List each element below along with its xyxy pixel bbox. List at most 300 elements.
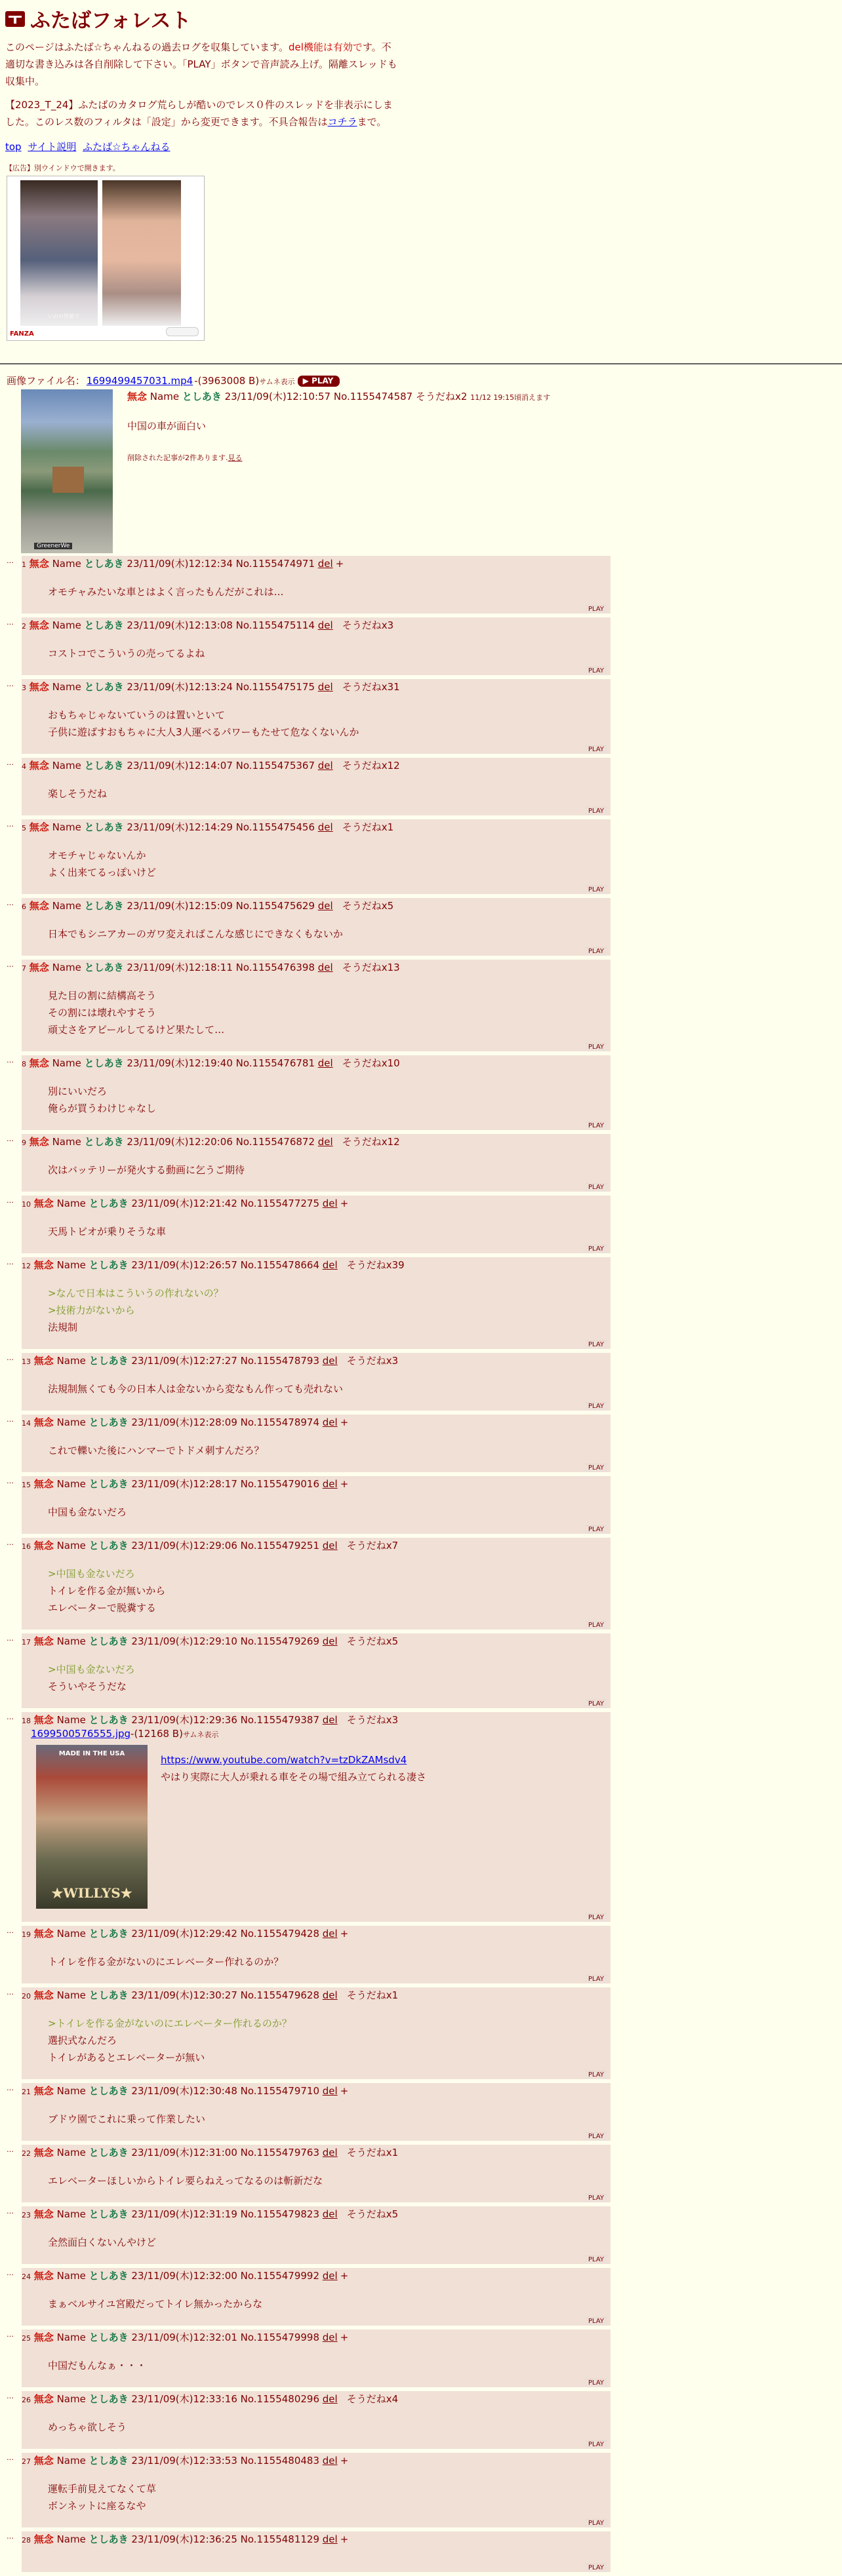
- reply-text: [48, 987, 611, 1038]
- del-link[interactable]: del: [322, 2393, 338, 2405]
- reply-box: [22, 2206, 611, 2264]
- play-button[interactable]: PLAY: [586, 1621, 607, 1630]
- play-button[interactable]: PLAY: [586, 1525, 607, 1534]
- reply-box: [22, 1353, 611, 1411]
- sodane-button[interactable]: +: [340, 1928, 349, 1940]
- reply-dots: …: [7, 1634, 14, 1643]
- reply-dots: …: [7, 1354, 14, 1362]
- reply-subject: 無念: [33, 1259, 54, 1271]
- reply-header: [22, 1259, 611, 1273]
- op-text: 中国の車が面白い: [127, 420, 207, 432]
- sodane-button[interactable]: +: [340, 1416, 349, 1428]
- play-button[interactable]: PLAY: [586, 1402, 607, 1411]
- reply-name: としあき: [89, 2332, 129, 2343]
- text-line: 頑丈さをアピールしてるけど果たして…: [48, 1024, 225, 1036]
- sodane-button[interactable]: +: [340, 1478, 349, 1490]
- del-link[interactable]: del: [317, 962, 333, 973]
- del-link[interactable]: del: [322, 1928, 338, 1940]
- reply-name: としあき: [89, 1478, 129, 1490]
- reply-subject: 無念: [33, 2455, 54, 2467]
- intro-paragraph-2: [5, 96, 399, 130]
- play-button[interactable]: PLAY: [586, 2317, 607, 2326]
- play-button[interactable]: PLAY: [586, 2071, 607, 2079]
- reply: [7, 1712, 835, 1926]
- op-file-line: [7, 374, 835, 387]
- reply-datetime: 23/11/09(木)12:30:48: [131, 2085, 237, 2097]
- op-expire: 11/12 19:15頃消えます: [470, 393, 551, 402]
- sodane-button[interactable]: +: [340, 2270, 349, 2282]
- del-link[interactable]: del: [322, 1540, 338, 1551]
- text-line: ブドウ園でこれに乗って作業したい: [48, 2113, 206, 2125]
- reply-number[interactable]: No.1155480296: [240, 2393, 319, 2405]
- sodane-button[interactable]: そうだねx5: [342, 900, 394, 912]
- reply-subject: 無念: [29, 760, 49, 771]
- reply-number[interactable]: No.1155479998: [240, 2332, 319, 2343]
- reply-index: 13: [22, 1357, 31, 1366]
- sodane-button[interactable]: そうだねx13: [342, 962, 400, 973]
- reply-header: [22, 2208, 611, 2222]
- reply-datetime: 23/11/09(木)12:32:01: [131, 2332, 237, 2343]
- reply-name-label: Name: [56, 2270, 86, 2282]
- reply: [7, 1353, 835, 1415]
- intro: [5, 39, 399, 130]
- reply-subject: 無念: [33, 1478, 54, 1490]
- site-info-link[interactable]: サイト説明: [28, 141, 77, 153]
- reply-text: [48, 1442, 611, 1459]
- reply-datetime: 23/11/09(木)12:21:42: [131, 1198, 237, 1209]
- play-button[interactable]: PLAY: [586, 667, 607, 675]
- reply-name: としあき: [89, 2208, 129, 2220]
- reply-dots: …: [7, 2269, 14, 2277]
- reply-dots: …: [7, 618, 14, 627]
- reply-name-label: Name: [52, 900, 81, 912]
- reply-name-label: Name: [56, 2085, 86, 2097]
- play-button[interactable]: PLAY: [586, 2132, 607, 2141]
- ad-image-left: [20, 180, 98, 326]
- reply-text: [48, 1504, 611, 1521]
- play-button[interactable]: PLAY: [586, 1913, 607, 1922]
- play-button[interactable]: PLAY: [586, 2379, 607, 2387]
- reply-number[interactable]: No.1155479710: [240, 2085, 319, 2097]
- ad-caption: いのの世前で: [48, 313, 79, 319]
- play-button[interactable]: PLAY: [586, 1464, 607, 1472]
- play-button[interactable]: PLAY: [586, 2440, 607, 2449]
- play-button[interactable]: PLAY: [586, 807, 607, 815]
- reply-number[interactable]: No.1155479428: [240, 1928, 319, 1940]
- op-thumbnail-caption: GreenerWe: [34, 543, 72, 549]
- reply-index: 3: [22, 684, 26, 692]
- reply-index: 4: [22, 762, 26, 771]
- reply-index: 17: [22, 1638, 31, 1647]
- reply-name-label: Name: [56, 2393, 86, 2405]
- text-line: ボンネットに座るなや: [48, 2500, 146, 2512]
- play-button[interactable]: PLAY: [586, 1340, 607, 1349]
- reply-name-label: Name: [56, 1635, 86, 1647]
- reply-datetime: 23/11/09(木)12:13:08: [127, 619, 233, 631]
- reply-box: [22, 1987, 611, 2079]
- reply-box: [22, 898, 611, 956]
- sodane-button[interactable]: そうだねx3: [342, 619, 394, 631]
- reply-name: としあき: [89, 1714, 129, 1726]
- reply-dots: …: [7, 2532, 14, 2541]
- del-link[interactable]: del: [322, 1635, 338, 1647]
- reply-datetime: 23/11/09(木)12:33:16: [131, 2393, 237, 2405]
- reply-dots: …: [7, 820, 14, 829]
- sodane-button[interactable]: そうだねx3: [346, 1714, 399, 1726]
- reply-number[interactable]: No.1155478664: [240, 1259, 319, 1271]
- op-file-link[interactable]: 1699499457031.mp4: [86, 375, 193, 387]
- text-line: エレベーターほしいからトイレ要らねえってなるのは斬新だな: [48, 2175, 323, 2187]
- reply-number[interactable]: No.1155475629: [235, 900, 315, 912]
- sodane-button[interactable]: そうだねx1: [342, 821, 394, 833]
- play-button[interactable]: PLAY: [586, 1122, 607, 1130]
- top-links: [5, 140, 399, 153]
- sodane-button[interactable]: +: [335, 558, 344, 570]
- reply-name-label: Name: [56, 1416, 86, 1428]
- file-size: -(3963008 B): [194, 375, 260, 387]
- sodane-button[interactable]: そうだねx12: [342, 1136, 400, 1148]
- page-header: [0, 0, 405, 341]
- play-button[interactable]: PLAY: [586, 2255, 607, 2264]
- del-link[interactable]: del: [322, 2533, 338, 2545]
- reply-text: [48, 1223, 611, 1240]
- reply-box: [22, 1633, 611, 1708]
- reply-box: [22, 2083, 611, 2141]
- reply-header: [22, 557, 611, 572]
- text-line: 法規制無くても今の日本人は金ないから変なもん作っても売れない: [48, 1383, 344, 1395]
- reply-index: 16: [22, 1542, 31, 1551]
- text-line: 天馬トビオが乗りそうな車: [48, 1226, 167, 1238]
- reply-box: [22, 1196, 611, 1253]
- sodane-button[interactable]: そうだねx4: [346, 2393, 399, 2405]
- reply-datetime: 23/11/09(木)12:26:57: [131, 1259, 237, 1271]
- reply-box: [22, 1257, 611, 1349]
- reply-name-label: Name: [56, 1989, 86, 2001]
- reply-number[interactable]: No.1155478793: [240, 1355, 319, 1367]
- reply-name-label: Name: [56, 1259, 86, 1271]
- reply-dots: …: [7, 1926, 14, 1935]
- reply-number[interactable]: No.1155479251: [240, 1540, 319, 1551]
- reply-index: 6: [22, 903, 26, 911]
- sodane-button[interactable]: そうだねx10: [342, 1057, 400, 1069]
- del-link[interactable]: del: [322, 2332, 338, 2343]
- reply: [7, 1926, 835, 1987]
- reply: [7, 1476, 835, 1538]
- reply: [7, 617, 835, 679]
- del-link[interactable]: del: [322, 2455, 338, 2467]
- del-link[interactable]: del: [322, 2270, 338, 2282]
- reply-dots: …: [7, 758, 14, 767]
- reply-datetime: 23/11/09(木)12:36:25: [131, 2533, 237, 2545]
- reply-number[interactable]: No.1155479269: [240, 1635, 319, 1647]
- reply-text: [48, 1083, 611, 1117]
- reply-box: [22, 2330, 611, 2387]
- reply: [7, 2083, 835, 2145]
- sodane-button[interactable]: +: [340, 2533, 349, 2545]
- del-link[interactable]: del: [322, 2147, 338, 2158]
- text-line: まぁベルサイユ宮殿だってトイレ無かったからな: [48, 2298, 263, 2310]
- del-link[interactable]: del: [322, 2208, 338, 2220]
- reply-datetime: 23/11/09(木)12:30:27: [131, 1989, 237, 2001]
- del-link[interactable]: del: [317, 619, 333, 631]
- reply: [7, 1538, 835, 1633]
- ad-banner[interactable]: [7, 176, 205, 341]
- reply-datetime: 23/11/09(木)12:12:34: [127, 558, 233, 570]
- reply-text: [48, 1285, 611, 1336]
- reply-dots: …: [7, 1056, 14, 1064]
- reply-number[interactable]: No.1155479823: [240, 2208, 319, 2220]
- reply-thumbnail[interactable]: [36, 1745, 148, 1909]
- deleted-note: 削除された記事が2件あります.: [127, 454, 228, 462]
- reply-box: [22, 1415, 611, 1472]
- file-label: 画像ファイル名：: [7, 375, 85, 387]
- play-button[interactable]: PLAY: [586, 1183, 607, 1192]
- play-button[interactable]: ▶ PLAY: [298, 376, 340, 387]
- reply-name: としあき: [84, 558, 124, 570]
- sodane-button[interactable]: +: [340, 2455, 349, 2467]
- reply-header: [22, 1927, 611, 1942]
- reply-number[interactable]: No.1155479628: [240, 1989, 319, 2001]
- report-link[interactable]: コチラ: [327, 116, 357, 128]
- quote-line: >中国も金ないだろ: [48, 1664, 135, 1675]
- reply-index: 12: [22, 1262, 31, 1270]
- text-line: そういやそうだな: [48, 1681, 127, 1692]
- reply-datetime: 23/11/09(木)12:29:10: [131, 1635, 237, 1647]
- play-button[interactable]: PLAY: [586, 2194, 607, 2202]
- reply-name-label: Name: [56, 2533, 86, 2545]
- play-button[interactable]: PLAY: [586, 1245, 607, 1253]
- sodane-button[interactable]: +: [340, 1198, 349, 1209]
- reply-name: としあき: [89, 1540, 129, 1551]
- reply: [7, 2330, 835, 2391]
- reply-number[interactable]: No.1155476398: [235, 962, 315, 973]
- del-link[interactable]: del: [317, 1136, 333, 1148]
- reply-name-label: Name: [52, 619, 81, 631]
- reply-dots: …: [7, 680, 14, 688]
- reply-dots: …: [7, 556, 14, 565]
- text-line: やはり実際に大人が乗れる車をその場で組み立てられる凄さ: [161, 1771, 427, 1783]
- del-link[interactable]: del: [317, 900, 333, 912]
- reply-subject: 無念: [29, 1136, 49, 1148]
- youtube-link[interactable]: https://www.youtube.com/watch?v=tzDkZAMsdv4: [161, 1754, 407, 1766]
- text-line: 運転手前見えてなくて草: [48, 2483, 157, 2495]
- play-button[interactable]: PLAY: [586, 605, 607, 614]
- reply-index: 20: [22, 1992, 31, 2000]
- reply-number[interactable]: No.1155479763: [240, 2147, 319, 2158]
- op-subject: 無念: [127, 391, 148, 402]
- reply-dots: …: [7, 899, 14, 907]
- futaba-link[interactable]: ふたば☆ちゃんねる: [83, 141, 170, 153]
- reply-name: としあき: [89, 1198, 129, 1209]
- notice-text: まで。: [357, 116, 387, 128]
- reply-name-label: Name: [56, 2332, 86, 2343]
- reply: [7, 960, 835, 1055]
- reply-name-label: Name: [52, 1136, 81, 1148]
- reply-number[interactable]: No.1155474971: [235, 558, 315, 570]
- reply-header: [22, 1057, 611, 1071]
- del-link[interactable]: del: [322, 1355, 338, 1367]
- reply-box: [22, 2145, 611, 2202]
- reply-number[interactable]: No.1155476872: [235, 1136, 315, 1148]
- reply-dots: …: [7, 2207, 14, 2215]
- reply-number[interactable]: No.1155475175: [235, 681, 315, 693]
- reply-number[interactable]: No.1155475456: [235, 821, 315, 833]
- text-line: 次はバッテリーが発火する動画に乞うご期待: [48, 1164, 245, 1176]
- del-link[interactable]: del: [322, 1416, 338, 1428]
- reply-dots: …: [7, 1258, 14, 1266]
- reply-index: 22: [22, 2149, 31, 2158]
- text-line: 子供に遊ばすおもちゃに大人3人運べるパワーもたせて危なくないんか: [48, 726, 359, 738]
- reply: [7, 1196, 835, 1257]
- del-link[interactable]: del: [322, 1989, 338, 2001]
- del-link[interactable]: del: [317, 558, 333, 570]
- reply-box: [22, 1538, 611, 1630]
- play-button[interactable]: PLAY: [586, 2564, 607, 2572]
- text-line: コストコでこういうの売ってるよね: [48, 648, 205, 659]
- reply-dots: …: [7, 1713, 14, 1721]
- site-title[interactable]: [5, 4, 399, 33]
- del-link[interactable]: del: [322, 1714, 338, 1726]
- reply-datetime: 23/11/09(木)12:15:09: [127, 900, 233, 912]
- reply: [7, 1257, 835, 1353]
- reply-datetime: 23/11/09(木)12:29:06: [131, 1540, 237, 1551]
- intro-paragraph-1: [5, 39, 399, 90]
- reply-image-row: [22, 1741, 611, 1909]
- play-button[interactable]: PLAY: [586, 1975, 607, 1983]
- play-button[interactable]: PLAY: [586, 2519, 607, 2527]
- reply-text: [48, 2295, 611, 2313]
- reply-number[interactable]: No.1155476781: [235, 1057, 315, 1069]
- reply-number[interactable]: No.1155475114: [235, 619, 315, 631]
- op-thumbnail[interactable]: [21, 389, 113, 553]
- reply-subject: 無念: [29, 821, 49, 833]
- sodane-button[interactable]: +: [340, 2332, 349, 2343]
- reply-number[interactable]: No.1155475367: [235, 760, 315, 771]
- play-button[interactable]: PLAY: [586, 886, 607, 894]
- reply-dots: …: [7, 2330, 14, 2339]
- ad-brand-logo: FANZA: [10, 330, 34, 338]
- reply-index: 21: [22, 2088, 31, 2096]
- play-button[interactable]: PLAY: [586, 745, 607, 754]
- reply-list: [7, 556, 835, 2576]
- reply-header: [22, 1197, 611, 1211]
- reply-header: [22, 619, 611, 633]
- reply-name: としあき: [89, 1355, 129, 1367]
- sodane-button[interactable]: そうだねx5: [346, 1635, 399, 1647]
- reply-datetime: 23/11/09(木)12:31:19: [131, 2208, 237, 2220]
- reply-name-label: Name: [52, 821, 81, 833]
- reply-index: 1: [22, 560, 26, 569]
- reply-number[interactable]: No.1155479016: [240, 1478, 319, 1490]
- text-line: オモチャじゃないんか: [48, 849, 146, 861]
- reply-name: としあき: [89, 2085, 129, 2097]
- reply-dots: …: [7, 2392, 14, 2400]
- text-line: 中国だもんなぁ・・・: [48, 2360, 147, 2371]
- play-button[interactable]: PLAY: [586, 1043, 607, 1051]
- reply-dots: …: [7, 1415, 14, 1424]
- reply-number[interactable]: No.1155481129: [240, 2533, 319, 2545]
- reply-number[interactable]: No.1155480483: [240, 2455, 319, 2467]
- reply-number[interactable]: No.1155477275: [240, 1198, 319, 1209]
- reply: [7, 1055, 835, 1134]
- reply-text: [161, 1751, 426, 1909]
- op-body: [127, 389, 550, 553]
- sodane-button[interactable]: +: [340, 2085, 349, 2097]
- sodane-button[interactable]: そうだねx3: [346, 1355, 399, 1367]
- reply-header: [22, 1416, 611, 1430]
- reply-datetime: 23/11/09(木)12:27:27: [131, 1355, 237, 1367]
- del-link[interactable]: del: [317, 681, 333, 693]
- sodane-button[interactable]: そうだねx1: [346, 1989, 399, 2001]
- reply-header: [22, 899, 611, 914]
- reply-header: [22, 1539, 611, 1553]
- sodane-button[interactable]: そうだねx12: [342, 760, 400, 771]
- reply-text: [48, 2015, 611, 2066]
- reply-text: [48, 1380, 611, 1397]
- top-link[interactable]: top: [5, 141, 22, 153]
- op-sodane[interactable]: そうだねx2: [416, 391, 468, 402]
- del-link[interactable]: del: [322, 2085, 338, 2097]
- reply-number[interactable]: No.1155479387: [240, 1714, 319, 1726]
- reply-dots: …: [7, 1988, 14, 1997]
- reply-text: [48, 926, 611, 943]
- reply-index: 25: [22, 2334, 31, 2343]
- reply-name-label: Name: [56, 2208, 86, 2220]
- reply-box: [22, 960, 611, 1051]
- sodane-button[interactable]: そうだねx31: [342, 681, 400, 693]
- sodane-button[interactable]: そうだねx7: [346, 1540, 399, 1551]
- reply-file-size: -(12168 B): [130, 1728, 183, 1740]
- del-link[interactable]: del: [317, 1057, 333, 1069]
- reply-index: 24: [22, 2273, 31, 2281]
- play-button[interactable]: PLAY: [586, 1700, 607, 1708]
- ad-pager[interactable]: [166, 327, 199, 336]
- show-deleted-link[interactable]: 見る: [228, 454, 243, 462]
- reply-name-label: Name: [56, 2147, 86, 2158]
- reply-subject: 無念: [33, 1928, 54, 1940]
- text-line: よく出来てるっぽいけど: [48, 867, 157, 878]
- sodane-button[interactable]: そうだねx39: [346, 1259, 405, 1271]
- reply-number[interactable]: No.1155479992: [240, 2270, 319, 2282]
- reply-number[interactable]: No.1155478974: [240, 1416, 319, 1428]
- op-header: [127, 389, 550, 403]
- reply-text: [48, 707, 611, 741]
- reply-datetime: 23/11/09(木)12:29:36: [131, 1714, 237, 1726]
- sodane-button[interactable]: そうだねx1: [346, 2147, 399, 2158]
- reply-name: としあき: [89, 2147, 129, 2158]
- reply-text: [48, 2419, 611, 2436]
- del-link[interactable]: del: [317, 821, 333, 833]
- reply-index: 14: [22, 1419, 31, 1428]
- text-line: めっちゃ欲しそう: [48, 2421, 127, 2433]
- reply-name: としあき: [84, 962, 124, 973]
- reply: [7, 2145, 835, 2206]
- del-link[interactable]: del: [322, 1478, 338, 1490]
- sodane-button[interactable]: そうだねx5: [346, 2208, 399, 2220]
- op-name: としあき: [182, 391, 222, 402]
- del-link[interactable]: del: [322, 1198, 338, 1209]
- reply-index: 15: [22, 1481, 31, 1489]
- quote-line: >中国も金ないだろ: [48, 1568, 135, 1580]
- reply-name-label: Name: [56, 1478, 86, 1490]
- play-button[interactable]: PLAY: [586, 947, 607, 956]
- del-link[interactable]: del: [322, 1259, 338, 1271]
- text-line: 全然面白くないんやけど: [48, 2236, 157, 2248]
- reply-file-link[interactable]: 1699500576555.jpg: [31, 1728, 131, 1740]
- reply-box: [22, 679, 611, 754]
- del-link[interactable]: del: [317, 760, 333, 771]
- op-number[interactable]: No.1155474587: [333, 391, 413, 402]
